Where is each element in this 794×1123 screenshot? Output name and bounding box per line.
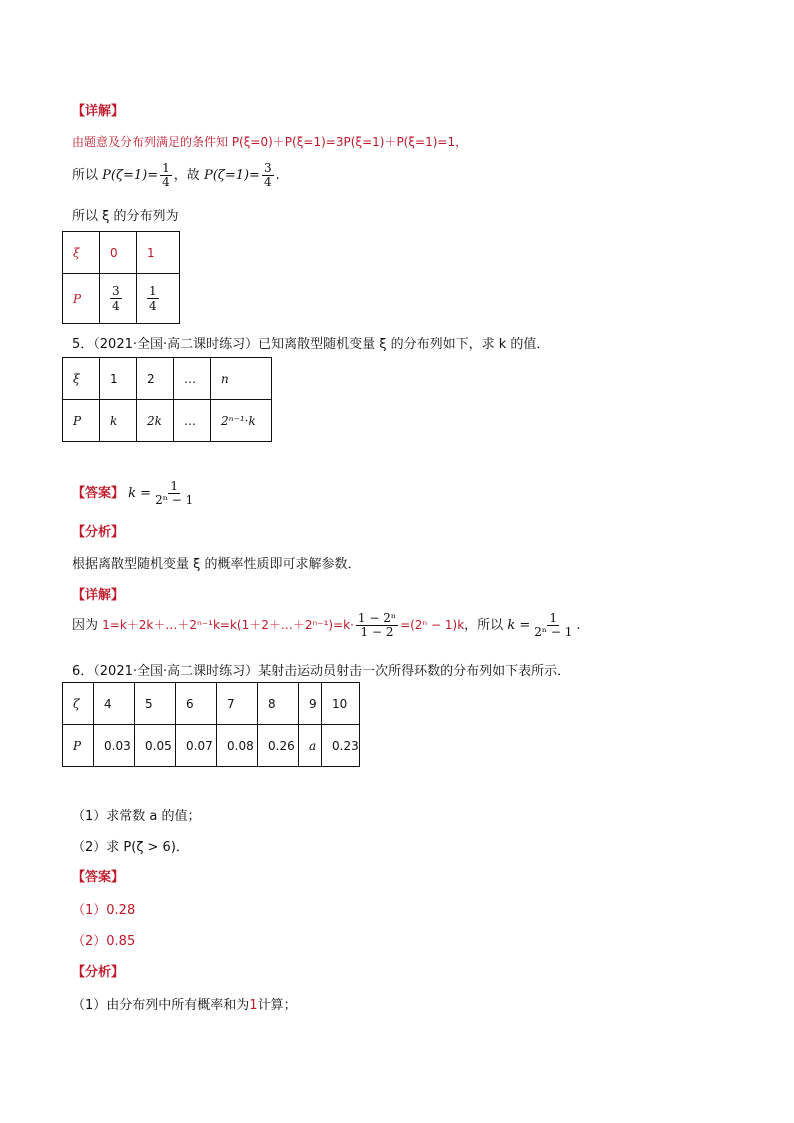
table-cell: 9 — [299, 683, 322, 725]
table-cell: 6 — [176, 683, 217, 725]
table-cell: 7 — [217, 683, 258, 725]
fraction: $\frac{1}{4}$ — [162, 161, 170, 189]
distribution-table-3 — [62, 682, 360, 767]
detail-heading-5: 【详解】 — [72, 588, 125, 603]
table-cell: 0.23 — [322, 725, 360, 767]
table-cell: 0.26 — [258, 725, 299, 767]
table-cell: a — [299, 725, 322, 767]
table-cell: 2k — [137, 400, 174, 442]
answer-1: （1）0.28 — [72, 903, 136, 918]
analysis-heading-6: 【分析】 — [72, 965, 125, 980]
table-cell: 8 — [258, 683, 299, 725]
question-1: （1）求常数 a 的值； — [72, 809, 201, 824]
table-cell: 10 — [322, 683, 360, 725]
table-cell: 0.07 — [176, 725, 217, 767]
analysis-text-5: 根据离散型随机变量 ξ 的概率性质即可求解参数． — [72, 557, 361, 572]
table-cell: 5 — [135, 683, 176, 725]
table-cell: 1 — [100, 358, 137, 400]
table-cell: $\frac{3}{4}$ — [100, 274, 137, 324]
table-cell: … — [174, 358, 211, 400]
table-cell: … — [174, 400, 211, 442]
fraction: $\frac{3}{4}$ — [263, 161, 272, 189]
detail-line-1: 由题意及分布列满足的条件知 P(ξ=0)＋P(ξ=1)=3P(ξ=1)＋P(ξ=1)=1， — [72, 135, 468, 149]
fraction: $\frac{1}{\text{2ⁿ − 1}}$ — [155, 479, 194, 507]
analysis-heading-5: 【分析】 — [72, 525, 125, 540]
question-2: （2）求 P(ζ > 6)． — [72, 840, 189, 855]
table-cell: 1 — [137, 232, 180, 274]
detail-line-2: 所以 P(ζ=1)= $\frac{1}{4}$ ，故 P(ζ=1)= $\frac{3}{4}$ . — [72, 161, 280, 189]
table-cell: 0.08 — [217, 725, 258, 767]
detail-line-3: 所以 ξ 的分布列为 — [72, 209, 179, 224]
problem-5-title: 5．（2021·全国·高二课时练习）已知离散型随机变量 ξ 的分布列如下，求 k 的值． — [72, 337, 550, 352]
table-cell: 2 — [137, 358, 174, 400]
answer-2: （2）0.85 — [72, 934, 136, 949]
table-cell: 4 — [94, 683, 135, 725]
table-cell: 0 — [100, 232, 137, 274]
table-cell: P — [63, 274, 100, 324]
table-cell: ζ — [63, 683, 94, 725]
table-cell: 0.03 — [94, 725, 135, 767]
analysis-text-6: （1）由分布列中所有概率和为1计算； — [72, 998, 297, 1013]
detail-heading: 【详解】 — [72, 104, 125, 119]
detail-text-5: 因为 1=k＋2k＋…＋2ⁿ⁻¹k=k(1＋2＋…＋2ⁿ⁻¹)=k· $\frac{\text{1 − 2ⁿ}}{1 - 2}$ =(2ⁿ − 1)k，所以 k = $\frac{1}{\text{2ⁿ − 1}}$ . — [72, 611, 581, 639]
table-cell: P — [63, 400, 100, 442]
table-cell: ξ — [63, 232, 100, 274]
table-cell: k — [100, 400, 137, 442]
distribution-table-1 — [62, 231, 180, 324]
problem-6-title: 6．（2021·全国·高二课时练习）某射击运动员射击一次所得环数的分布列如下表所示． — [72, 664, 571, 679]
fraction: $\frac{\text{1 − 2ⁿ}}{1 - 2}$ — [357, 611, 397, 639]
fraction: $\frac{1}{\text{2ⁿ − 1}}$ — [534, 611, 573, 639]
answer-heading-6: 【答案】 — [72, 870, 125, 885]
table-cell: ξ — [63, 358, 100, 400]
table-cell: n — [211, 358, 272, 400]
table-cell: 2ⁿ⁻¹·k — [211, 400, 272, 442]
answer-line-5: 【答案】 k = $\frac{1}{\text{2ⁿ − 1}}$ — [72, 479, 194, 507]
distribution-table-2 — [62, 357, 272, 442]
table-cell: 0.05 — [135, 725, 176, 767]
table-cell: $\frac{1}{4}$ — [137, 274, 180, 324]
table-cell: P — [63, 725, 94, 767]
